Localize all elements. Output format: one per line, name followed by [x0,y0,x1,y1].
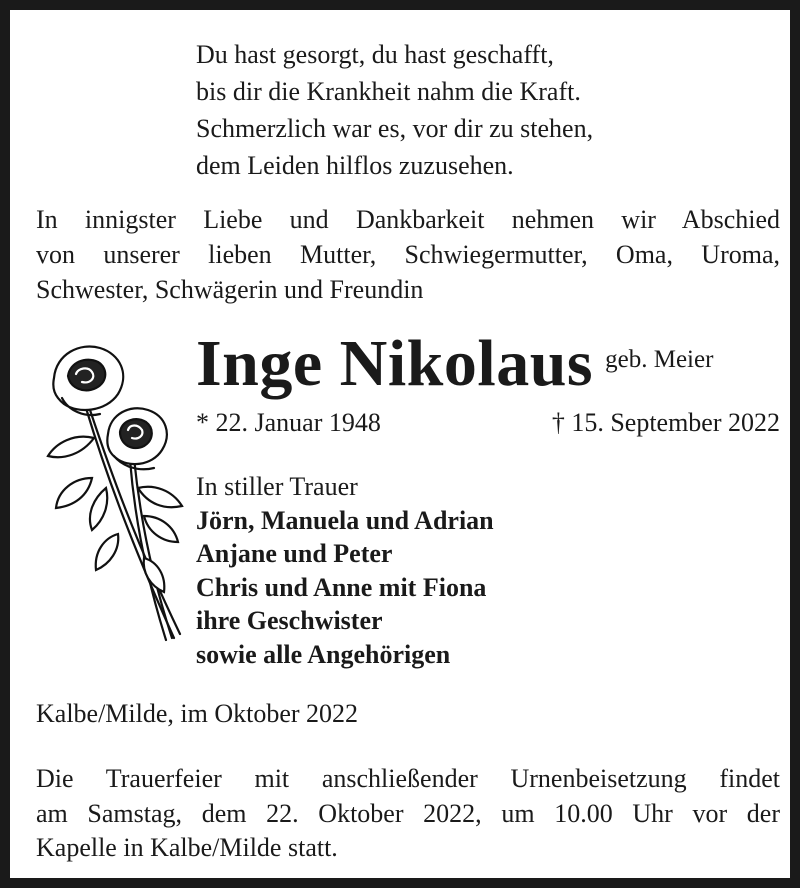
ceremony-line: Die Trauerfeier mit anschließender Urnenbeisetzung findet [36,764,780,793]
mourner-name: Jörn, Manuela und Adrian [196,505,494,535]
poem-line: Du hast gesorgt, du hast geschafft, [196,40,554,69]
intro-line: In innigster Liebe und Dankbarkeit nehmen wir Abschied [36,205,780,234]
intro-line: Schwester, Schwägerin und Freundin [36,275,424,304]
poem-line: Schmerzlich war es, vor dir zu stehen, [196,114,594,143]
poem [196,36,593,184]
place-date: Kalbe/Milde, im Oktober 2022 [36,699,359,728]
life-dates [196,405,780,441]
mourner-name: Chris und Anne mit Fiona [196,572,487,602]
mourners-block [196,470,494,671]
poem-line: bis dir die Krankheit nahm die Kraft. [196,77,581,106]
ceremony-line: am Samstag, dem 22. Oktober 2022, um 10.00 Uhr vor der [36,798,780,828]
mourner-name: ihre Geschwister [196,606,383,635]
intro-text [36,202,780,307]
poem-line: dem Leiden hilflos zuzusehen. [196,151,514,180]
maiden-name: geb. Meier [605,346,714,373]
birth-date: * 22. Januar 1948 [196,408,381,437]
death-date: † 15. September 2022 [551,408,780,437]
ceremony-line: Kapelle in Kalbe/Milde statt. [36,833,338,862]
deceased-name: Inge Nikolaus [196,327,594,400]
mourners-heading: In stiller Trauer [196,472,358,501]
mourner-name: Anjane und Peter [196,539,393,568]
ceremony-notice [36,762,780,866]
mourner-name: sowie alle Angehörigen [196,639,451,669]
intro-line: von unserer lieben Mutter, Schwiegermutter, Oma, Uroma, [36,240,780,269]
deceased-name-row [196,326,713,402]
roses-illustration [34,338,194,654]
